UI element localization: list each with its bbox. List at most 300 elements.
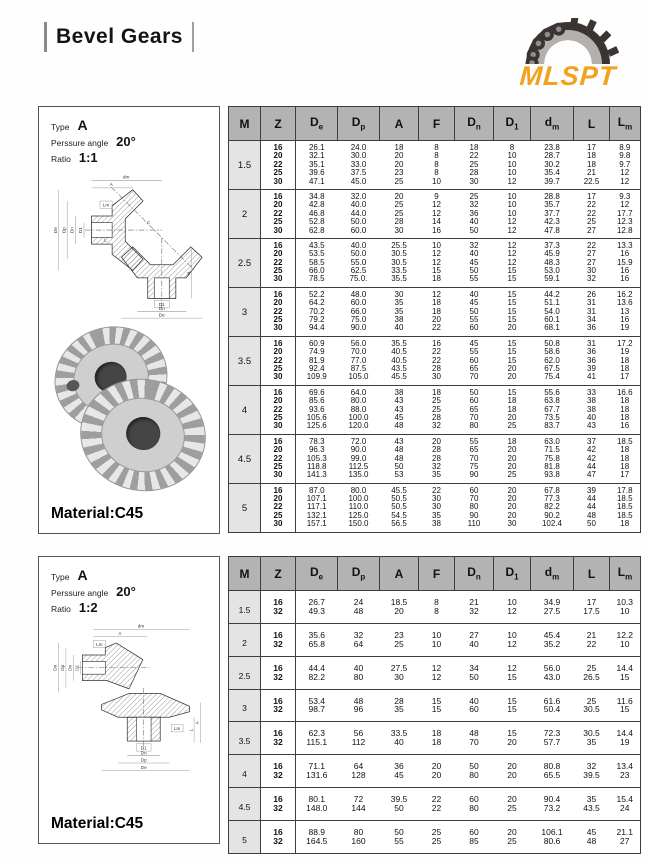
value-cell: 20 bbox=[494, 788, 531, 804]
value-cell: 43 bbox=[394, 396, 404, 406]
value-cell: 16.2 bbox=[610, 287, 641, 299]
z-cell: 30 bbox=[261, 275, 296, 287]
value-cell: 50.0 bbox=[350, 217, 367, 227]
value-cell: 31 bbox=[574, 336, 610, 348]
z-cell: 32 bbox=[261, 771, 296, 787]
module-cell: 4 bbox=[229, 755, 261, 788]
value-cell: 117.1 bbox=[307, 502, 327, 512]
z-cell: 16 bbox=[261, 755, 296, 771]
value-cell: 18 bbox=[620, 404, 630, 414]
type-label: Type bbox=[51, 572, 70, 582]
value-cell: 19 bbox=[620, 347, 630, 357]
value-cell: 22 bbox=[432, 347, 441, 357]
z-cell: 22 bbox=[261, 406, 296, 414]
value-cell: 40 bbox=[455, 689, 494, 705]
z-cell: 30 bbox=[261, 373, 296, 385]
value-cell: 35 bbox=[394, 704, 404, 715]
pressure-angle-value: 20° bbox=[116, 584, 136, 599]
value-cell: 33.5 bbox=[380, 722, 419, 738]
value-cell: 60 bbox=[469, 704, 479, 715]
value-cell: 40.5 bbox=[391, 355, 407, 365]
value-cell: 64.2 bbox=[308, 298, 325, 308]
col-header-dm: $d_m$ bbox=[531, 557, 574, 591]
table-row bbox=[229, 755, 641, 771]
value-cell: 60 bbox=[455, 483, 494, 495]
material-label: Material:C45 bbox=[51, 815, 144, 832]
module-cell: 4.5 bbox=[229, 788, 261, 821]
col-header-a: A bbox=[380, 107, 419, 141]
value-cell: 17 bbox=[620, 470, 630, 480]
value-cell: 22 bbox=[431, 802, 442, 813]
table-row bbox=[229, 820, 641, 836]
value-cell: 18 bbox=[620, 445, 630, 455]
value-cell: 34.9 bbox=[531, 591, 574, 607]
value-cell: 22 bbox=[586, 638, 597, 649]
value-cell: 67.7 bbox=[544, 404, 560, 414]
value-cell: 12.8 bbox=[616, 225, 633, 235]
value-cell: 92.4 bbox=[308, 363, 325, 373]
z-cell: 16 bbox=[261, 141, 296, 153]
value-cell: 35.2 bbox=[543, 638, 561, 649]
value-cell: 48 bbox=[338, 689, 380, 705]
value-cell: 18 bbox=[620, 453, 630, 463]
value-cell: 30 bbox=[380, 287, 419, 299]
value-cell: 20 bbox=[394, 605, 404, 616]
value-cell: 48 bbox=[394, 453, 404, 463]
value-cell: 110.0 bbox=[348, 502, 369, 512]
value-cell: 50 bbox=[469, 266, 479, 276]
value-cell: 22 bbox=[432, 355, 441, 365]
col-header-dm: $d_m$ bbox=[531, 107, 574, 141]
value-cell: 32.0 bbox=[338, 189, 380, 201]
value-cell: 15 bbox=[507, 315, 517, 325]
dim-l: L bbox=[104, 237, 107, 243]
value-cell: 18.5 bbox=[380, 591, 419, 607]
dim-dp: Dp bbox=[61, 227, 67, 234]
value-cell: 50.5 bbox=[391, 494, 407, 504]
value-cell: 56.0 bbox=[338, 336, 380, 348]
value-cell: 65 bbox=[469, 445, 479, 455]
value-cell: 12 bbox=[419, 656, 455, 672]
value-cell: 72.0 bbox=[338, 434, 380, 446]
value-cell: 18 bbox=[432, 306, 441, 316]
value-cell: 35 bbox=[432, 510, 441, 520]
value-cell: 60 bbox=[455, 788, 494, 804]
value-cell: 32 bbox=[574, 755, 610, 771]
value-cell: 14.4 bbox=[610, 656, 641, 672]
value-cell: 35 bbox=[394, 306, 404, 316]
value-cell: 47 bbox=[587, 470, 596, 480]
value-cell: 15 bbox=[507, 704, 517, 715]
value-cell: 15 bbox=[494, 722, 531, 738]
value-cell: 48 bbox=[586, 835, 597, 846]
value-cell: 79.2 bbox=[308, 315, 325, 325]
col-header-z: Z bbox=[261, 557, 296, 591]
col-header-m: M bbox=[229, 557, 261, 591]
value-cell: 66.0 bbox=[350, 306, 367, 316]
value-cell: 26 bbox=[574, 287, 610, 299]
value-cell: 55.0 bbox=[350, 257, 367, 267]
col-header-m: M bbox=[229, 107, 261, 141]
dim-d1: D1 bbox=[78, 227, 84, 234]
value-cell: 16 bbox=[620, 266, 630, 276]
value-cell: 36 bbox=[587, 323, 596, 333]
value-cell: 30 bbox=[432, 502, 441, 512]
value-cell: 9.3 bbox=[610, 189, 641, 201]
value-cell: 27 bbox=[587, 225, 596, 235]
z-cell: 32 bbox=[261, 837, 296, 853]
dim-de-bottom: De bbox=[140, 764, 147, 770]
value-cell: 102.4 bbox=[541, 519, 563, 529]
value-cell: 47.1 bbox=[308, 176, 325, 186]
value-cell: 72.3 bbox=[531, 722, 574, 738]
value-cell: 53.0 bbox=[544, 266, 560, 276]
value-cell: 93.8 bbox=[544, 470, 560, 480]
value-cell: 18 bbox=[620, 363, 630, 373]
dim-dp: Dp bbox=[60, 664, 66, 671]
value-cell: 128 bbox=[351, 770, 366, 781]
value-cell: 35.6 bbox=[296, 623, 338, 639]
value-cell: 32 bbox=[455, 238, 494, 250]
z-cell: 16 bbox=[261, 788, 296, 804]
value-cell: 10 bbox=[620, 605, 630, 616]
value-cell: 12 bbox=[620, 176, 630, 186]
value-cell: 110 bbox=[467, 519, 481, 529]
value-cell: 17.5 bbox=[583, 605, 600, 616]
title-block bbox=[44, 22, 194, 52]
dim-dm: dm bbox=[122, 174, 130, 180]
value-cell: 22 bbox=[587, 208, 596, 218]
value-cell: 45.9 bbox=[544, 249, 560, 259]
value-cell: 25 bbox=[432, 396, 441, 406]
value-cell: 80.0 bbox=[350, 396, 367, 406]
value-cell: 12.2 bbox=[610, 623, 641, 639]
value-cell: 55 bbox=[455, 434, 494, 446]
value-cell: 12 bbox=[419, 287, 455, 299]
value-cell: 64.0 bbox=[338, 385, 380, 397]
value-cell: 43.5 bbox=[391, 363, 407, 373]
value-cell: 70 bbox=[469, 494, 479, 504]
value-cell: 43 bbox=[394, 404, 404, 414]
table-row bbox=[229, 422, 641, 434]
value-cell: 10 bbox=[419, 623, 455, 639]
value-cell: 18 bbox=[432, 274, 441, 284]
table-row bbox=[229, 771, 641, 787]
value-cell: 40 bbox=[469, 249, 479, 259]
z-cell: 20 bbox=[261, 250, 296, 258]
value-cell: 125.0 bbox=[348, 510, 369, 520]
z-cell: 25 bbox=[261, 316, 296, 324]
value-cell: 28 bbox=[432, 445, 441, 455]
value-cell: 42.8 bbox=[308, 200, 325, 210]
value-cell: 20 bbox=[380, 189, 419, 201]
value-cell: 100.0 bbox=[348, 412, 369, 422]
col-header-de: $D_e$ bbox=[296, 557, 338, 591]
table-row bbox=[229, 373, 641, 385]
value-cell: 30.2 bbox=[544, 159, 560, 169]
gear-chain-logo-icon bbox=[512, 18, 624, 64]
value-cell: 100.0 bbox=[348, 494, 369, 504]
value-cell: 118.8 bbox=[307, 461, 327, 471]
value-cell: 135.0 bbox=[348, 470, 369, 480]
value-cell: 99.0 bbox=[350, 453, 367, 463]
value-cell: 25 bbox=[394, 638, 404, 649]
value-cell: 26.7 bbox=[296, 591, 338, 607]
z-cell: 16 bbox=[261, 656, 296, 672]
value-cell: 20 bbox=[507, 323, 517, 333]
value-cell: 58.6 bbox=[544, 347, 560, 357]
value-cell: 63.8 bbox=[544, 396, 560, 406]
value-cell: 15 bbox=[507, 274, 517, 284]
dim-l: L bbox=[188, 728, 194, 732]
value-cell: 12 bbox=[507, 176, 517, 186]
value-cell: 50.4 bbox=[543, 704, 561, 715]
value-cell: 82.2 bbox=[544, 502, 560, 512]
value-cell: 125.6 bbox=[306, 421, 327, 431]
value-cell: 9 bbox=[419, 189, 455, 201]
value-cell: 18 bbox=[455, 141, 494, 153]
ratio-value: 1:1 bbox=[78, 150, 98, 165]
dim-dn-bottom: Dn bbox=[140, 750, 147, 756]
value-cell: 39.5 bbox=[380, 788, 419, 804]
value-cell: 44.4 bbox=[296, 656, 338, 672]
value-cell: 35.1 bbox=[308, 159, 325, 169]
value-cell: 18.5 bbox=[616, 510, 633, 520]
value-cell: 40 bbox=[469, 217, 479, 227]
value-cell: 32.1 bbox=[308, 151, 325, 161]
table-row bbox=[229, 324, 641, 336]
z-cell: 16 bbox=[261, 623, 296, 639]
module-cell: 1.5 bbox=[229, 591, 261, 624]
value-cell: 90 bbox=[469, 470, 479, 480]
value-cell: 160 bbox=[351, 835, 366, 846]
value-cell: 44.0 bbox=[350, 208, 367, 218]
value-cell: 8 bbox=[434, 151, 439, 161]
value-cell: 15 bbox=[507, 347, 517, 357]
value-cell: 53.4 bbox=[296, 689, 338, 705]
dim-lm-right: Lm bbox=[173, 726, 181, 732]
value-cell: 45.5 bbox=[391, 372, 407, 382]
value-cell: 150.0 bbox=[348, 519, 369, 529]
value-cell: 43.5 bbox=[583, 802, 600, 813]
page-title: Bevel Gears bbox=[56, 25, 183, 48]
value-cell: 56 bbox=[338, 722, 380, 738]
value-cell: 50 bbox=[455, 755, 494, 771]
value-cell: 48 bbox=[587, 510, 596, 520]
module-cell: 5 bbox=[229, 820, 261, 853]
value-cell: 42 bbox=[587, 453, 596, 463]
col-header-f: F bbox=[419, 557, 455, 591]
value-cell: 12 bbox=[507, 605, 517, 616]
spec-table-ratio-1-1 bbox=[228, 106, 641, 533]
value-cell: 35 bbox=[394, 298, 404, 308]
value-cell: 35.7 bbox=[544, 200, 560, 210]
value-cell: 10 bbox=[419, 238, 455, 250]
value-cell: 157.1 bbox=[306, 519, 327, 529]
z-cell: 30 bbox=[261, 520, 296, 532]
value-cell: 58.5 bbox=[308, 257, 325, 267]
value-cell: 56.5 bbox=[391, 519, 407, 529]
value-cell: 16 bbox=[620, 421, 630, 431]
value-cell: 18 bbox=[587, 151, 596, 161]
value-cell: 50.5 bbox=[391, 502, 407, 512]
value-cell: 85 bbox=[469, 835, 479, 846]
value-cell: 20 bbox=[507, 372, 517, 382]
value-cell: 39.5 bbox=[583, 770, 600, 781]
value-cell: 25 bbox=[574, 689, 610, 705]
value-cell: 40 bbox=[394, 737, 404, 748]
value-cell: 50 bbox=[394, 461, 404, 471]
value-cell: 28 bbox=[380, 689, 419, 705]
value-cell: 44 bbox=[587, 494, 596, 504]
value-cell: 36 bbox=[380, 755, 419, 771]
value-cell: 106.1 bbox=[531, 820, 574, 836]
value-cell: 35.5 bbox=[391, 274, 407, 284]
value-cell: 10.3 bbox=[610, 591, 641, 607]
value-cell: 25 bbox=[507, 470, 517, 480]
table-row bbox=[229, 788, 641, 804]
value-cell: 51.1 bbox=[544, 298, 560, 308]
value-cell: 45 bbox=[394, 770, 404, 781]
value-cell: 78.3 bbox=[296, 434, 338, 446]
pressure-angle-value: 20° bbox=[116, 134, 136, 149]
value-cell: 70.0 bbox=[350, 347, 367, 357]
value-cell: 30.5 bbox=[391, 249, 407, 259]
module-cell: 1.5 bbox=[229, 141, 261, 190]
value-cell: 25.5 bbox=[380, 238, 419, 250]
value-cell: 90.0 bbox=[350, 323, 367, 333]
value-cell: 55 bbox=[469, 315, 479, 325]
z-cell: 20 bbox=[261, 348, 296, 356]
value-cell: 12 bbox=[432, 208, 441, 218]
value-cell: 69.6 bbox=[296, 385, 338, 397]
dim-de: De bbox=[52, 664, 58, 671]
value-cell: 12 bbox=[431, 671, 442, 682]
value-cell: 35 bbox=[432, 470, 441, 480]
value-cell: 20 bbox=[507, 737, 517, 748]
table-row bbox=[229, 656, 641, 672]
table-row bbox=[229, 722, 641, 738]
value-cell: 31 bbox=[587, 298, 596, 308]
value-cell: 36 bbox=[587, 347, 596, 357]
value-cell: 15 bbox=[419, 689, 455, 705]
value-cell: 30.5 bbox=[583, 704, 600, 715]
value-cell: 32 bbox=[432, 461, 441, 471]
col-header-lm: $L_m$ bbox=[610, 107, 641, 141]
table-row bbox=[229, 178, 641, 190]
dim-f: F bbox=[147, 220, 151, 226]
value-cell: 35.5 bbox=[380, 336, 419, 348]
value-cell: 115.1 bbox=[306, 737, 328, 748]
value-cell: 23 bbox=[620, 770, 630, 781]
value-cell: 42.3 bbox=[544, 217, 560, 227]
module-cell: 4.5 bbox=[229, 434, 261, 483]
value-cell: 22 bbox=[469, 151, 479, 161]
col-header-a: A bbox=[380, 557, 419, 591]
material-label: Material:C45 bbox=[51, 505, 144, 522]
value-cell: 60 bbox=[469, 323, 479, 333]
value-cell: 75.0 bbox=[350, 315, 367, 325]
z-cell: 32 bbox=[261, 673, 296, 689]
z-cell: 25 bbox=[261, 365, 296, 373]
value-cell: 43.0 bbox=[543, 671, 561, 682]
z-cell: 20 bbox=[261, 446, 296, 454]
value-cell: 15 bbox=[494, 385, 531, 397]
value-cell: 45 bbox=[394, 412, 404, 422]
value-cell: 18 bbox=[419, 722, 455, 738]
value-cell: 30 bbox=[394, 671, 404, 682]
value-cell: 8 bbox=[419, 141, 455, 153]
value-cell: 54.0 bbox=[544, 306, 560, 316]
value-cell: 20 bbox=[431, 770, 442, 781]
module-cell: 5 bbox=[229, 483, 261, 532]
value-cell: 65 bbox=[469, 363, 479, 373]
value-cell: 55 bbox=[469, 347, 479, 357]
value-cell: 22 bbox=[419, 483, 455, 495]
value-cell: 39 bbox=[574, 483, 610, 495]
value-cell: 10 bbox=[507, 168, 517, 178]
value-cell: 34.8 bbox=[296, 189, 338, 201]
module-cell: 3.5 bbox=[229, 722, 261, 755]
value-cell: 11.6 bbox=[610, 689, 641, 705]
value-cell: 48.0 bbox=[338, 287, 380, 299]
value-cell: 12 bbox=[620, 200, 630, 210]
value-cell: 20 bbox=[394, 159, 404, 169]
value-cell: 18 bbox=[494, 434, 531, 446]
value-cell: 28 bbox=[432, 453, 441, 463]
value-cell: 48 bbox=[394, 421, 404, 431]
value-cell: 80.8 bbox=[531, 755, 574, 771]
value-cell: 66.0 bbox=[308, 266, 325, 276]
value-cell: 15 bbox=[494, 689, 531, 705]
value-cell: 26.5 bbox=[583, 671, 600, 682]
value-cell: 148.0 bbox=[306, 802, 328, 813]
brand-logo bbox=[502, 18, 634, 92]
z-cell: 25 bbox=[261, 463, 296, 471]
value-cell: 105.3 bbox=[306, 453, 327, 463]
table-row bbox=[229, 640, 641, 656]
value-cell: 15 bbox=[620, 704, 630, 715]
z-cell: 32 bbox=[261, 640, 296, 656]
z-cell: 16 bbox=[261, 483, 296, 495]
value-cell: 17.2 bbox=[610, 336, 641, 348]
value-cell: 71.5 bbox=[544, 445, 560, 455]
value-cell: 80 bbox=[469, 502, 479, 512]
value-cell: 40.0 bbox=[338, 238, 380, 250]
value-cell: 9.7 bbox=[619, 159, 631, 169]
spec-panel-ratio-1-1 bbox=[38, 106, 220, 534]
value-cell: 20 bbox=[507, 461, 517, 471]
z-cell: 25 bbox=[261, 218, 296, 226]
value-cell: 25 bbox=[469, 159, 479, 169]
value-cell: 25 bbox=[432, 404, 441, 414]
value-cell: 144 bbox=[351, 802, 366, 813]
value-cell: 8 bbox=[419, 591, 455, 607]
value-cell: 12 bbox=[432, 257, 441, 267]
value-cell: 70 bbox=[469, 737, 479, 748]
value-cell: 22 bbox=[432, 323, 441, 333]
value-cell: 18 bbox=[507, 404, 517, 414]
value-cell: 45 bbox=[469, 298, 479, 308]
value-cell: 70 bbox=[469, 412, 479, 422]
value-cell: 15 bbox=[431, 704, 442, 715]
value-cell: 30 bbox=[394, 225, 404, 235]
value-cell: 12 bbox=[507, 638, 517, 649]
value-cell: 28 bbox=[432, 412, 441, 422]
value-cell: 62.0 bbox=[544, 355, 560, 365]
value-cell: 60 bbox=[469, 396, 479, 406]
value-cell: 39.6 bbox=[308, 168, 325, 178]
